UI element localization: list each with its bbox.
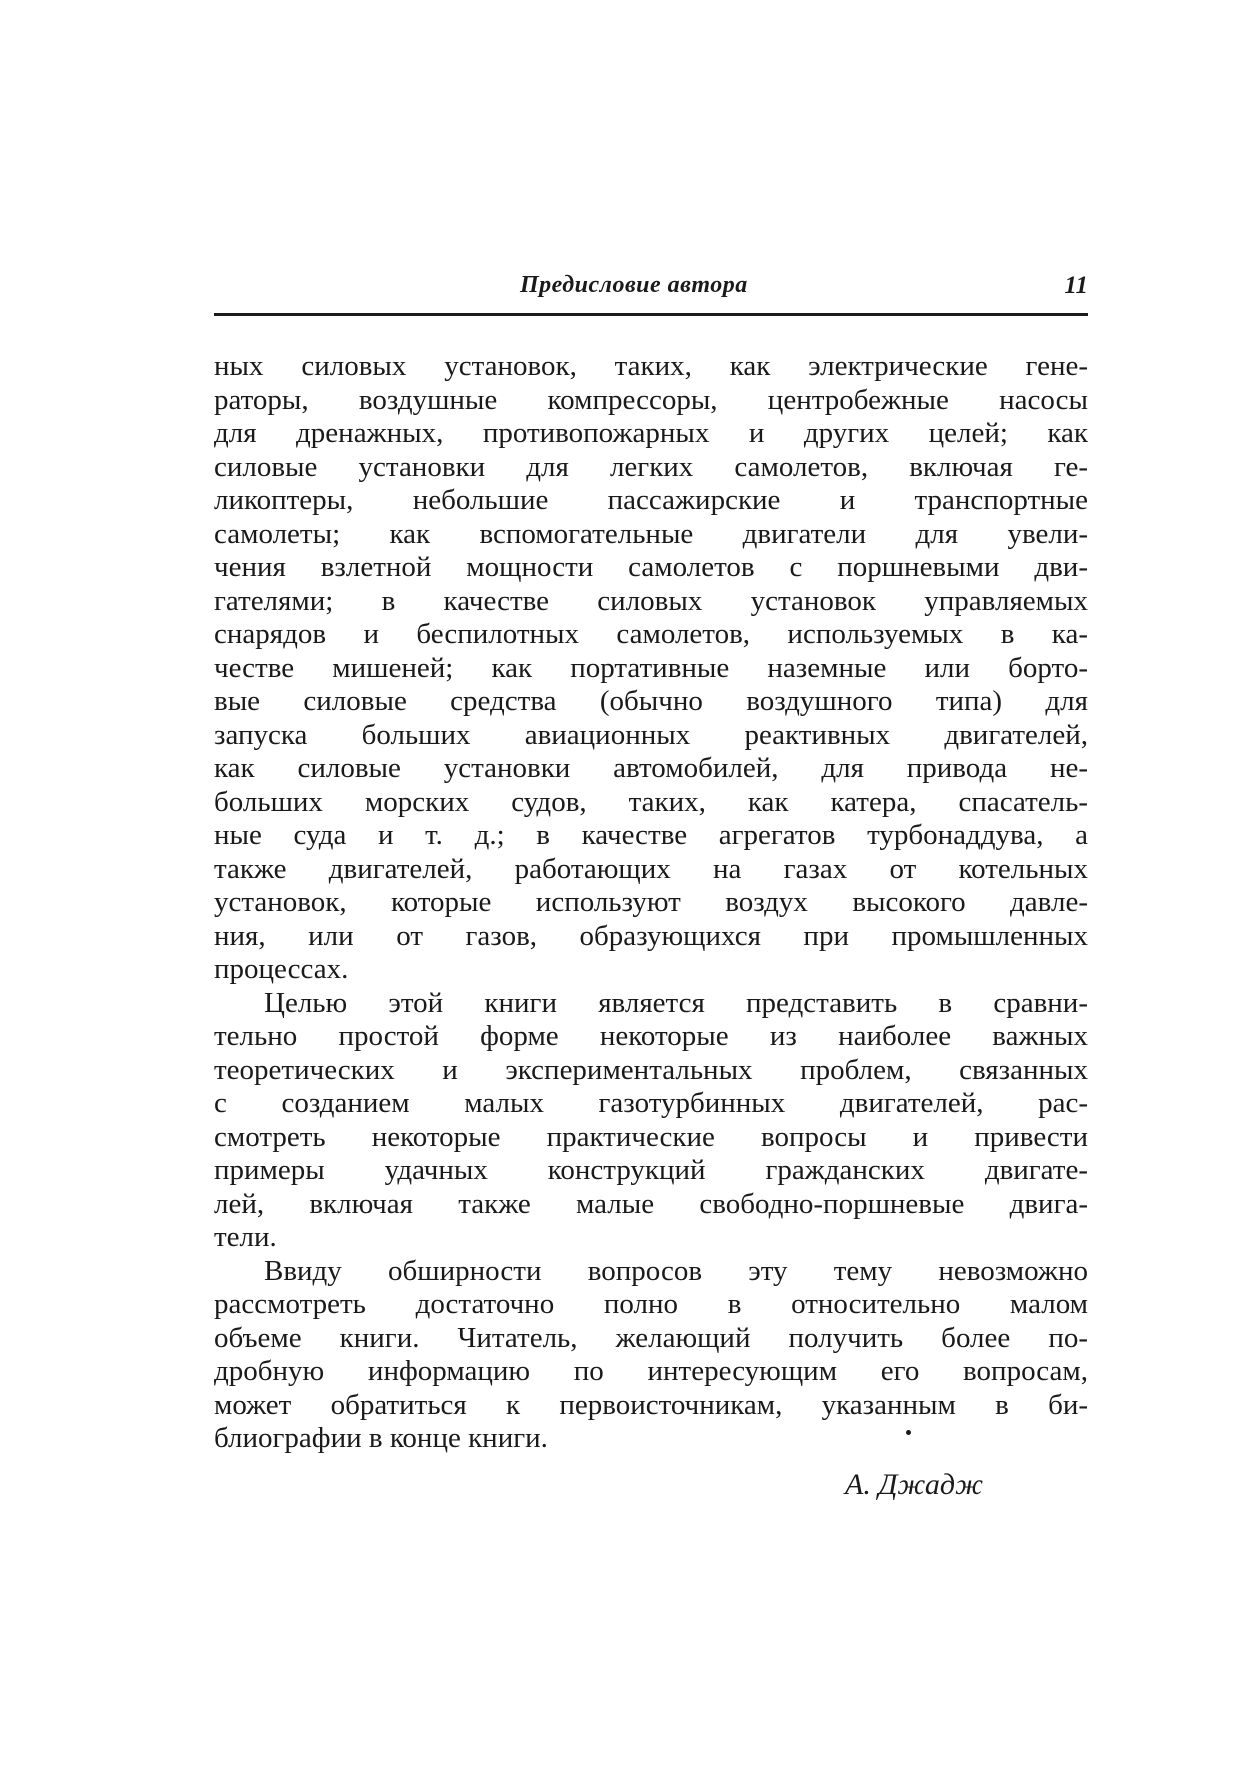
paragraph-1 [214,350,1088,987]
author-signature: А. Джадж [845,1468,984,1501]
text-line: теоретических и экспериментальных проблем, связанных [214,1053,1088,1086]
text-line: процессах. [214,953,349,985]
paragraph-3 [214,1255,1088,1456]
text-line: запуска больших авиационных реактивных двигателей, [214,718,1088,751]
page-number: 11 [1064,272,1088,299]
text-line: лей, включая также малые свободно-поршневые двига- [214,1187,1088,1220]
text-line: примеры удачных конструкций гражданских двигате- [214,1154,1088,1186]
paragraph-2 [214,987,1088,1255]
text-line: установок, которые используют воздух высокого давле- [214,886,1088,918]
print-dot-mark [906,1430,911,1435]
running-title: Предисловие автора [520,272,748,298]
text-line: больших морских судов, таких, как катера, спасатель- [214,785,1088,818]
text-line: рассмотреть достаточно полно в относительно малом [214,1288,1088,1320]
text-line: ния, или от газов, образующихся при промышленных [214,919,1088,952]
text-line: с созданием малых газотурбинных двигателей, рас- [214,1087,1088,1119]
text-line: снарядов и беспилотных самолетов, используемых в ка- [214,618,1088,650]
text-line: самолеты; как вспомогательные двигатели для увели- [214,517,1088,550]
text-line: раторы, воздушные компрессоры, центробежные насосы [214,383,1088,416]
text-line: смотреть некоторые практические вопросы и привести [214,1120,1088,1153]
text-line: объеме книги. Читатель, желающий получить более по- [214,1321,1088,1354]
page-header [214,272,1088,312]
text-line: Ввиду обширности вопросов эту тему невозможно [264,1254,1088,1287]
text-line: как силовые установки автомобилей, для привода не- [214,752,1088,784]
text-line: тели. [214,1221,277,1253]
text-line: блиографии в конце книги. [214,1422,548,1454]
text-line: также двигателей, работающих на газах от котельных [214,852,1088,885]
text-line: тельно простой форме некоторые из наиболее важных [214,1020,1088,1052]
text-line: честве мишеней; как портативные наземные или борто- [214,651,1088,684]
text-line: для дренажных, противопожарных и других целей; как [214,417,1088,449]
text-line: ные суда и т. д.; в качестве агрегатов турбонаддува, а [214,819,1088,851]
text-line: чения взлетной мощности самолетов с поршневыми дви- [214,551,1088,583]
text-line: вые силовые средства (обычно воздушного типа) для [214,685,1088,717]
text-line: силовые установки для легких самолетов, включая ге- [214,450,1088,483]
text-line: может обратиться к первоисточникам, указанным в би- [214,1388,1088,1421]
header-rule [214,313,1088,316]
text-line: ликоптеры, небольшие пассажирские и транспортные [214,484,1088,516]
text-line: Целью этой книги является представить в сравни- [264,986,1088,1019]
text-line: гателями; в качестве силовых установок управляемых [214,584,1088,617]
text-line: дробную информацию по интересующим его вопросам, [214,1355,1088,1387]
text-line: ных силовых установок, таких, как электрические гене- [214,350,1088,382]
body-text [214,350,1088,1456]
